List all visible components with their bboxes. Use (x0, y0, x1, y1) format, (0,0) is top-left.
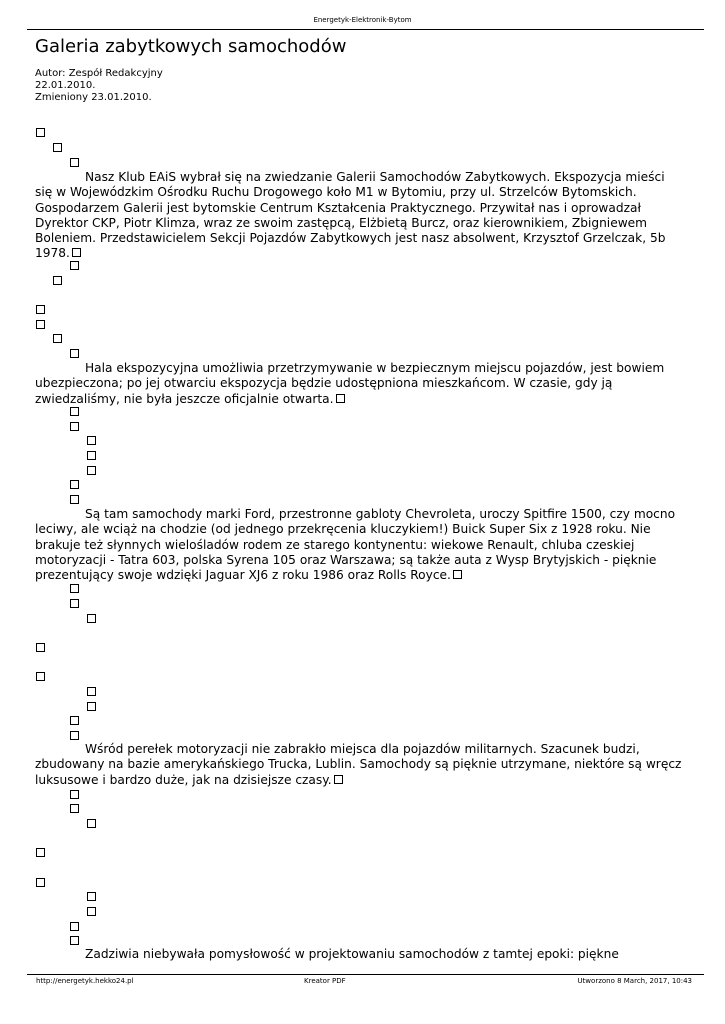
placeholder-box (87, 819, 96, 828)
paragraph-3 (35, 507, 685, 583)
paragraph-1-text: Nasz Klub EAiS wybrał się na zwiedzanie Galerii Samochodów Zabytkowych. Ekspozycja mieści się w Wojewódzkim Ośrodku Ruchu Drogowego koło M1 w Bytomiu, przy ul. Strzelców Bytomskich. Gospodarzem Galerii jest bytomskie Centrum Kształcenia Praktycznego. Przywitał nas i oprowadzał Dyrektor CKP, Piotr Klimza, wraz ze swoim zastępcą, Elżbietą Burcz, oraz kierownikiem, Zbigniewem Boleniem. Przedstawicielem Sekcji Pojazdów Zabytkowych jest nasz absolwent, Krzysztof Grzelczak, 5b 1978. (35, 170, 666, 261)
placeholder-box (36, 320, 45, 329)
placeholder-box (72, 248, 81, 257)
placeholder-box (336, 394, 345, 403)
placeholder-box (87, 907, 96, 916)
placeholder-box (87, 436, 96, 445)
paragraph-2 (35, 361, 685, 407)
paragraph-2-text: Hala ekspozycyjna umożliwia przetrzymywanie w bezpiecznym miejscu pojazdów, jest bowiem ubezpieczona; po jej otwarciu ekspozycja będzie udostępniona mieszkańcom. W czasie, gdy ją zwiedzaliśmy, nie była jeszcze oficjalnie otwarta. (35, 361, 665, 406)
placeholder-box (70, 261, 79, 270)
placeholder-box (36, 128, 45, 137)
placeholder-box (453, 570, 462, 579)
placeholder-box (36, 878, 45, 887)
created-date: 22.01.2010. (35, 80, 96, 91)
header-divider (27, 29, 704, 30)
paragraph-4-text: Wśród perełek motoryzacji nie zabrakło miejsca dla pojazdów militarnych. Szacunek budzi, zbudowany na bazie amerykańskiego Trucka, Lublin. Samochody są pięknie utrzymane, niektóre są wręcz luksusowe i bardzo duże, jak na dzisiejsze czasy. (35, 742, 682, 787)
placeholder-box (87, 451, 96, 460)
placeholder-box (70, 495, 79, 504)
placeholder-box (70, 407, 79, 416)
placeholder-box (70, 158, 79, 167)
placeholder-box (36, 672, 45, 681)
footer-created-at: Utworzono 8 March, 2017, 10:43 (577, 977, 692, 985)
paragraph-1 (35, 170, 685, 262)
modified-line: Zmieniony 23.01.2010. (35, 92, 152, 103)
site-header: Energetyk-Elektronik-Bytom (313, 16, 412, 24)
placeholder-box (87, 466, 96, 475)
placeholder-box (70, 936, 79, 945)
placeholder-box (87, 702, 96, 711)
article-meta (35, 68, 163, 104)
placeholder-box (87, 614, 96, 623)
placeholder-box (70, 584, 79, 593)
placeholder-box (53, 143, 62, 152)
placeholder-box (70, 480, 79, 489)
placeholder-box (36, 848, 45, 857)
placeholder-box (70, 422, 79, 431)
placeholder-box (53, 334, 62, 343)
placeholder-box (70, 349, 79, 358)
placeholder-box (36, 305, 45, 314)
placeholder-box (70, 599, 79, 608)
footer-divider (27, 974, 704, 975)
article-title: Galeria zabytkowych samochodów (35, 36, 347, 57)
footer-generator: Kreator PDF (304, 977, 346, 985)
placeholder-box (36, 643, 45, 652)
author-line: Autor: Zespół Redakcyjny (35, 68, 163, 79)
placeholder-box (70, 922, 79, 931)
placeholder-box (70, 716, 79, 725)
placeholder-box (53, 276, 62, 285)
placeholder-box (70, 731, 79, 740)
placeholder-box (70, 804, 79, 813)
placeholder-box (70, 790, 79, 799)
placeholder-box (87, 892, 96, 901)
paragraph-5-text: Zadziwia niebywała pomysłowość w projektowaniu samochodów z tamtej epoki: piękne (85, 947, 619, 961)
placeholder-box (334, 775, 343, 784)
footer-url: http://energetyk.hekko24.pl (36, 977, 134, 985)
placeholder-box (87, 687, 96, 696)
paragraph-3-text: Są tam samochody marki Ford, przestronne gabloty Chevroleta, uroczy Spitfire 1500, czy mocno leciwy, ale wciąż na chodzie (od jednego przekręcenia kluczykiem!) Buick Super Six z 1928 roku. Nie brakuje też słynnych wielośladów rodem ze starego kontynentu: wiekowe Renault, chluba czeskiej motoryzacji - Tatra 603, polska Syrena 105 oraz Warszawa; są także auta z Wysp Brytyjskich - pięknie prezentujący swoje wdzięki Jaguar XJ6 z roku 1986 oraz Rolls Royce. (35, 507, 676, 583)
paragraph-5 (35, 947, 685, 962)
paragraph-4 (35, 742, 685, 788)
